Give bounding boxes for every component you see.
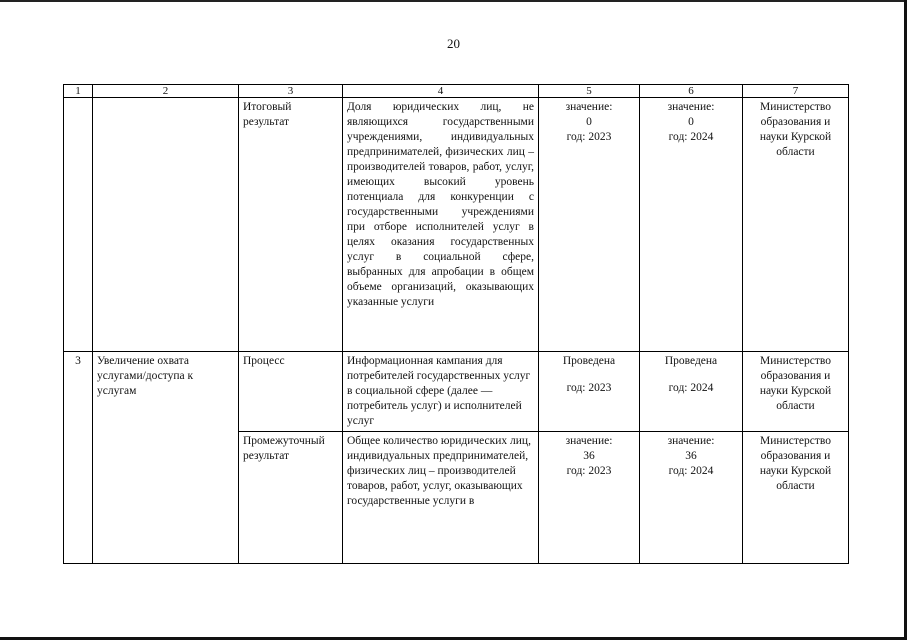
value-label: значение: <box>565 101 613 113</box>
table-row <box>64 352 849 432</box>
measures-table <box>63 84 849 564</box>
status-spacer <box>644 369 738 381</box>
status-spacer <box>543 369 635 381</box>
status-year: год: 2024 <box>668 382 714 394</box>
page-number: 20 <box>447 36 460 51</box>
column-header-1: 1 <box>64 85 93 98</box>
value-number: 0 <box>586 116 592 128</box>
status-2024-cell <box>640 352 743 432</box>
value-2023-cell <box>539 432 640 564</box>
column-number-row <box>64 85 849 98</box>
value-year: год: 2023 <box>566 131 612 143</box>
responsible-body: Министерство образования и науки Курской области <box>743 352 849 432</box>
value-number: 0 <box>688 116 694 128</box>
table-row <box>64 98 849 352</box>
status-text: Проведена <box>664 355 718 367</box>
value-label: значение: <box>565 435 613 447</box>
column-header-4: 4 <box>343 85 539 98</box>
result-description: Общее количество юридических лиц, индивидуальных предпринимателей, физических лиц – производителей товаров, работ, услуг, оказывающих государственные услуги в <box>343 432 539 564</box>
column-header-5: 5 <box>539 85 640 98</box>
result-type: Итоговый результат <box>239 98 343 352</box>
value-number: 36 <box>583 450 595 462</box>
value-year: год: 2024 <box>668 131 714 143</box>
column-header-7: 7 <box>743 85 849 98</box>
column-header-6: 6 <box>640 85 743 98</box>
value-label: значение: <box>667 435 715 447</box>
responsible-body: Министерство образования и науки Курской области <box>743 432 849 564</box>
status-year: год: 2023 <box>566 382 612 394</box>
column-header-2: 2 <box>93 85 239 98</box>
measure-name: Увеличение охвата услугами/доступа к услугам <box>93 352 239 564</box>
row-number: 3 <box>64 352 93 564</box>
row-number <box>64 98 93 352</box>
value-2024-cell <box>640 98 743 352</box>
value-label: значение: <box>667 101 715 113</box>
status-2023-cell <box>539 352 640 432</box>
responsible-body: Министерство образования и науки Курской области <box>743 98 849 352</box>
result-type: Промежуточный результат <box>239 432 343 564</box>
measure-name <box>93 98 239 352</box>
result-description: Доля юридических лиц, не являющихся государственными учреждениями, индивидуальных предпринимателей, физических лиц – производителей товаров, работ, услуг, имеющих высокий уровень потенциала для конкуренции с государственными учреждениями при отборе исполнителей услуг в целях оказания государственных услуг в социальной сфере, выбранных для апробации в общем объеме организаций, оказывающих указанные услуги <box>343 98 539 352</box>
status-text: Проведена <box>562 355 616 367</box>
value-number: 36 <box>685 450 697 462</box>
value-2024-cell <box>640 432 743 564</box>
value-year: год: 2023 <box>566 465 612 477</box>
result-description: Информационная кампания для потребителей государственных услуг в социальной сфере (далее — потребитель услуг) и исполнителей услуг <box>343 352 539 432</box>
scan-edge-top <box>0 0 907 2</box>
value-year: год: 2024 <box>668 465 714 477</box>
result-type: Процесс <box>239 352 343 432</box>
column-header-3: 3 <box>239 85 343 98</box>
value-2023-cell <box>539 98 640 352</box>
